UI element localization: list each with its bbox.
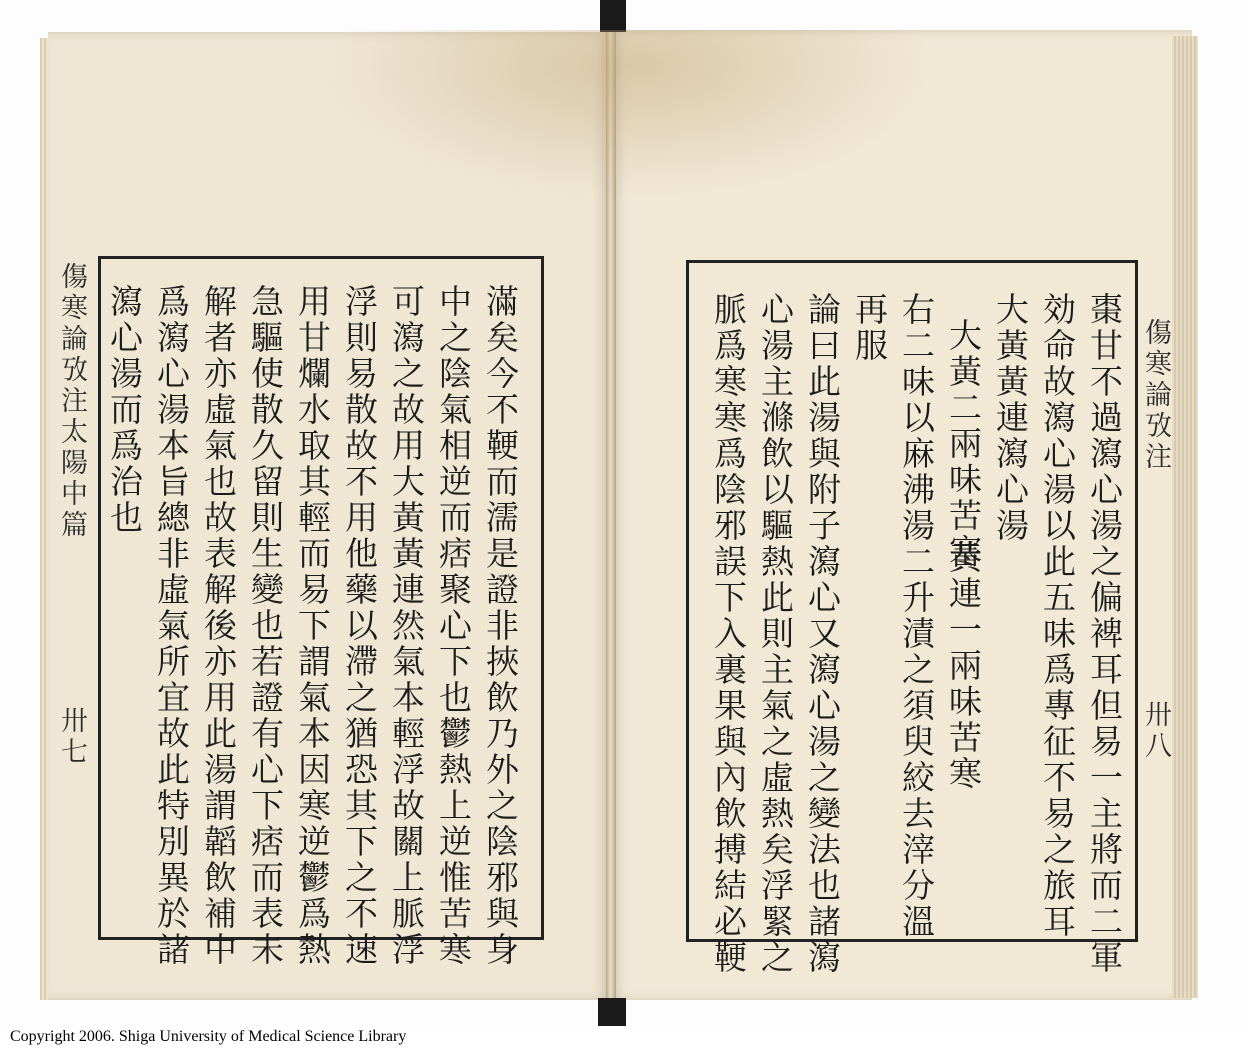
left-column-1: 滿矣今不鞕而濡是證非挾飲乃外之陰邪與身 (481, 284, 520, 968)
left-column-8: 爲瀉心湯本旨總非虛氣所宜故此特別異於諸 (152, 284, 191, 968)
book-spine (606, 30, 616, 1000)
bookmark-ribbon-bottom (598, 998, 626, 1026)
right-page-edges (1172, 36, 1198, 998)
right-column-7: 再服 (850, 292, 889, 364)
copyright-notice: Copyright 2006. Shiga University of Medical Science Library (10, 1028, 407, 1045)
right-margin-title: 傷寒論攷注 (1140, 318, 1171, 473)
left-column-2: 中之陰氣相逆而痞聚心下也鬱熱上逆惟苦寒 (434, 284, 473, 968)
bookmark-ribbon-top (600, 0, 626, 32)
right-column-6: 右二味以麻沸湯二升漬之須臾絞去滓分溫 (897, 292, 936, 940)
right-column-4: 大黃二兩味苦寒 (944, 318, 983, 570)
left-column-7: 解者亦虛氣也故表解後亦用此湯謂韜飲補中 (199, 284, 238, 968)
right-column-8: 論曰此湯與附子瀉心又瀉心湯之變法也諸瀉 (803, 292, 842, 976)
right-column-9: 心湯主滌飲以驅熱此則主氣之虛熱矣浮緊之 (756, 292, 795, 976)
right-folio: 卅八 (1140, 700, 1171, 762)
left-column-4: 浮則易散故不用他藥以滯之猶恐其下之不速 (340, 284, 379, 968)
right-column-10: 脈爲寒寒爲陰邪誤下入裏果與內飲搏結必鞕 (709, 292, 748, 976)
right-column-3: 大黃黃連瀉心湯 (991, 292, 1030, 544)
left-margin-title: 傷寒論攷注太陽中篇 (56, 262, 87, 541)
left-column-5: 用甘爛水取其輕而易下謂氣本因寒逆鬱爲熱 (293, 284, 332, 968)
right-column-5: 黃連一兩味苦寒 (944, 540, 983, 792)
right-column-1: 棗甘不過瀉心湯之偏裨耳但易一主將而二軍 (1085, 292, 1124, 976)
left-column-3: 可瀉之故用大黃黃連然氣本輕浮故關上脈浮 (387, 284, 426, 968)
right-column-2: 効命故瀉心湯以此五味爲專征不易之旅耳 (1038, 292, 1077, 940)
left-column-6: 急驅使散久留則生變也若證有心下痞而表未 (246, 284, 285, 968)
left-folio: 卅七 (56, 706, 87, 768)
left-column-9: 瀉心湯而爲治也 (105, 284, 144, 536)
